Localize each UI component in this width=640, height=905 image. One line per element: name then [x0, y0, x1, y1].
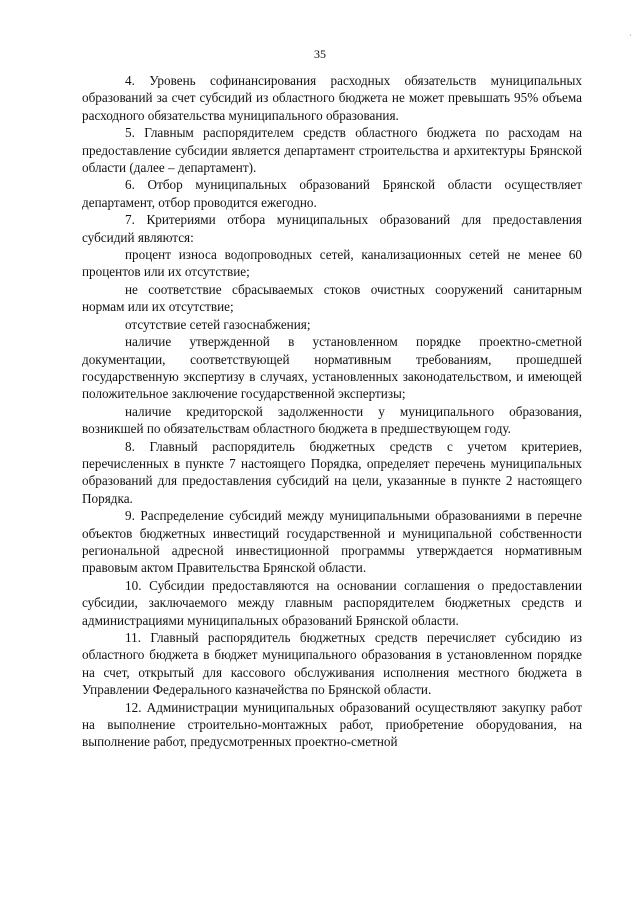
paragraph-item-12: 12. Администрации муниципальных образований осуществляют закупку работ на выполнение строительно-монтажных работ, приобретение оборудования, на выполнение работ, предусмотренных проектно-сметной [82, 699, 582, 750]
paragraph-item-8: 8. Главный распорядитель бюджетных средств с учетом критериев, перечисленных в пункте 7 настоящего Порядка, определяет перечень муниципальных образований для предоставления субсидий на цели, указанные в пункте 2 настоящего Порядка. [82, 438, 582, 506]
paragraph-item-4: 4. Уровень софинансирования расходных обязательств муниципальных образований за счет субсидий из областного бюджета не может превышать 95% объема расходного обязательства муниципального образования. [82, 73, 582, 123]
criteria-item-wear: процент износа водопроводных сетей, канализационных сетей не менее 60 процентов или их отсутствие; [82, 247, 582, 280]
corner-mark: · [629, 30, 632, 40]
criteria-item-documentation: наличие утвержденной в установленном порядке проектно-сметной документации, соответствующей нормативным требованиям, прошедшей государственную экспертизу в случаях, установленных законодательством, и имеющей положительное заключение государственной экспертизы; [82, 334, 582, 402]
criteria-item-debt: наличие кредиторской задолженности у муниципального образования, возникшей по обязательствам областного бюджета в предшествующем году. [82, 403, 582, 437]
document-body [82, 72, 582, 751]
paragraph-item-10: 10. Субсидии предоставляются на основании соглашения о предоставлении субсидии, заключаемого между главным распорядителем бюджетных средств и администрациями муниципальных образований Брянской области. [82, 577, 582, 628]
criteria-item-discharge: не соответствие сбрасываемых стоков очистных сооружений санитарным нормам или их отсутствие; [82, 281, 582, 315]
paragraph-item-6: 6. Отбор муниципальных образований Брянской области осуществляет департамент, отбор проводится ежегодно. [82, 177, 582, 210]
paragraph-item-7: 7. Критериями отбора муниципальных образований для предоставления субсидий являются: [82, 212, 582, 245]
paragraph-item-5: 5. Главным распорядителем средств областного бюджета по расходам на предоставление субсидии является департамент строительства и архитектуры Брянской области (далее – департамент). [82, 125, 582, 176]
criteria-item-gas: отсутствие сетей газоснабжения; [125, 316, 311, 332]
paragraph-item-11: 11. Главный распорядитель бюджетных средств перечисляет субсидию из областного бюджета в бюджет муниципального образования в установленном порядке на счет, открытый для кассового обслуживания исполнения местного бюджета в Управлении Федерального казначейства по Брянской области. [82, 630, 582, 698]
paragraph-item-9: 9. Распределение субсидий между муниципальными образованиями в перечне объектов бюджетных инвестиций государственной и муниципальной собственности региональной адресной инвестиционной программы утверждается нормативным правовым актом Правительства Брянской области. [82, 508, 582, 576]
page-number: 35 [314, 47, 326, 61]
